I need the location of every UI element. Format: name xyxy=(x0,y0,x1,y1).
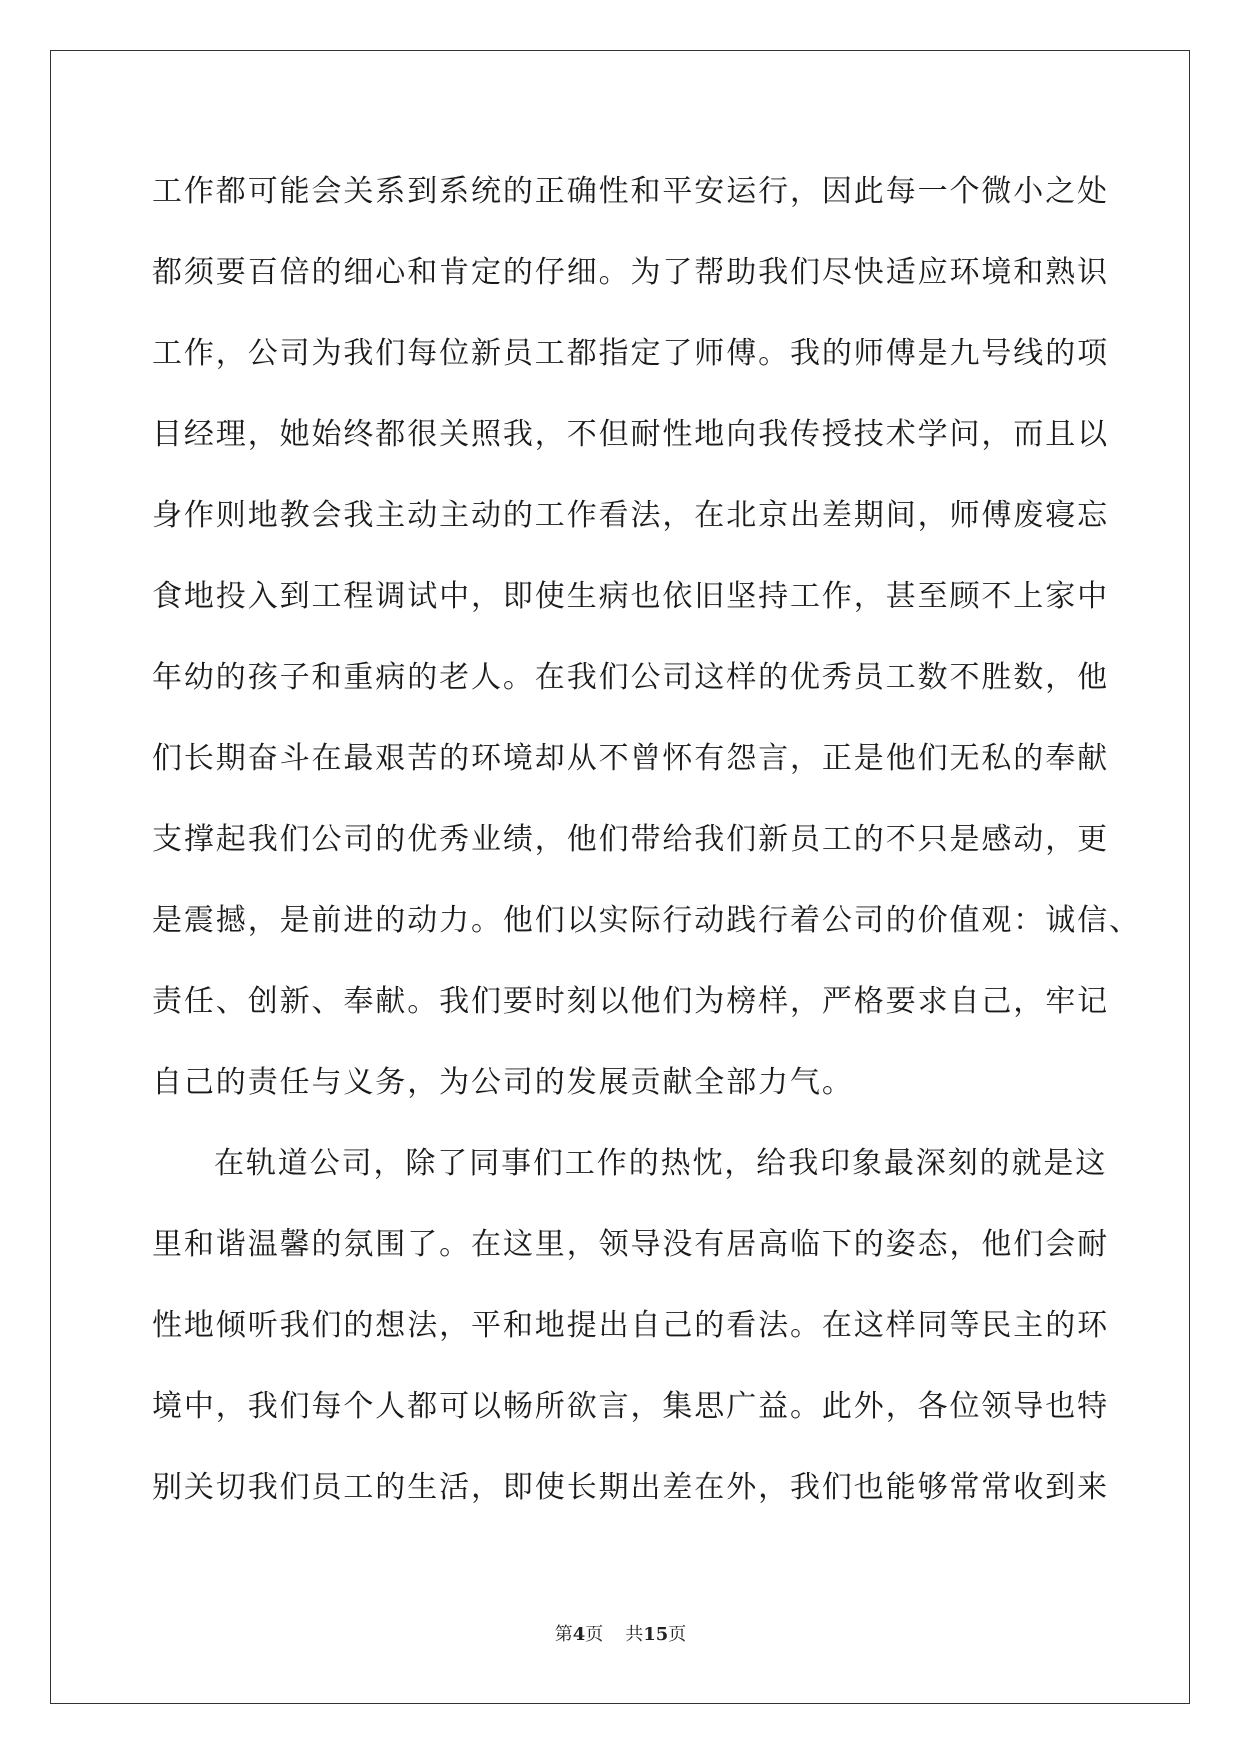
text-line-5: 身作则地教会我主动主动的工作看法，在北京出差期间，师傅废寝忘 xyxy=(152,498,1109,533)
page-footer xyxy=(0,1620,1241,1646)
page-suffix: 页 xyxy=(585,1624,604,1645)
text-line-11: 责任、创新、奉献。我们要时刻以他们为榜样，严格要求自己，牢记 xyxy=(152,984,1109,1019)
text-line-10: 是震撼，是前进的动力。他们以实际行动践行着公司的价值观：诚信、 xyxy=(152,903,1141,938)
text-line-17: 别关切我们员工的生活，即使长期出差在外，我们也能够常常收到来 xyxy=(152,1470,1109,1505)
text-line-7: 年幼的孩子和重病的老人。在我们公司这样的优秀员工数不胜数，他 xyxy=(152,660,1109,695)
text-line-12: 自己的责任与义务，为公司的发展贡献全部力气。 xyxy=(152,1065,854,1100)
text-line-9: 支撑起我们公司的优秀业绩，他们带给我们新员工的不只是感动，更 xyxy=(152,822,1109,857)
total-pages: 15 xyxy=(643,1624,669,1645)
total-prefix: 共 xyxy=(625,1624,644,1645)
text-line-8: 们长期奋斗在最艰苦的环境却从不曾怀有怨言，正是他们无私的奉献 xyxy=(152,741,1109,776)
text-line-6: 食地投入到工程调试中，即使生病也依旧坚持工作，甚至顾不上家中 xyxy=(152,579,1109,614)
paragraph-start-line: 在轨道公司，除了同事们工作的热忱，给我印象最深刻的就是这 xyxy=(214,1146,1108,1181)
text-line-16: 境中，我们每个人都可以畅所欲言，集思广益。此外，各位领导也特 xyxy=(152,1389,1109,1424)
text-line-1: 工作都可能会关系到系统的正确性和平安运行，因此每一个微小之处 xyxy=(152,174,1109,209)
page-prefix: 第 xyxy=(554,1624,573,1645)
text-line-15: 性地倾听我们的想法，平和地提出自己的看法。在这样同等民主的环 xyxy=(152,1308,1109,1343)
text-line-2: 都须要百倍的细心和肯定的仔细。为了帮助我们尽快适应环境和熟识 xyxy=(152,255,1109,290)
text-line-3: 工作，公司为我们每位新员工都指定了师傅。我的师傅是九号线的项 xyxy=(152,336,1109,371)
text-line-4: 目经理，她始终都很关照我，不但耐性地向我传授技术学问，而且以 xyxy=(152,417,1109,452)
page-number: 4 xyxy=(572,1624,586,1645)
document-body xyxy=(152,165,1141,1542)
total-suffix: 页 xyxy=(668,1624,687,1645)
text-line-14: 里和谐温馨的氛围了。在这里，领导没有居高临下的姿态，他们会耐 xyxy=(152,1227,1109,1262)
